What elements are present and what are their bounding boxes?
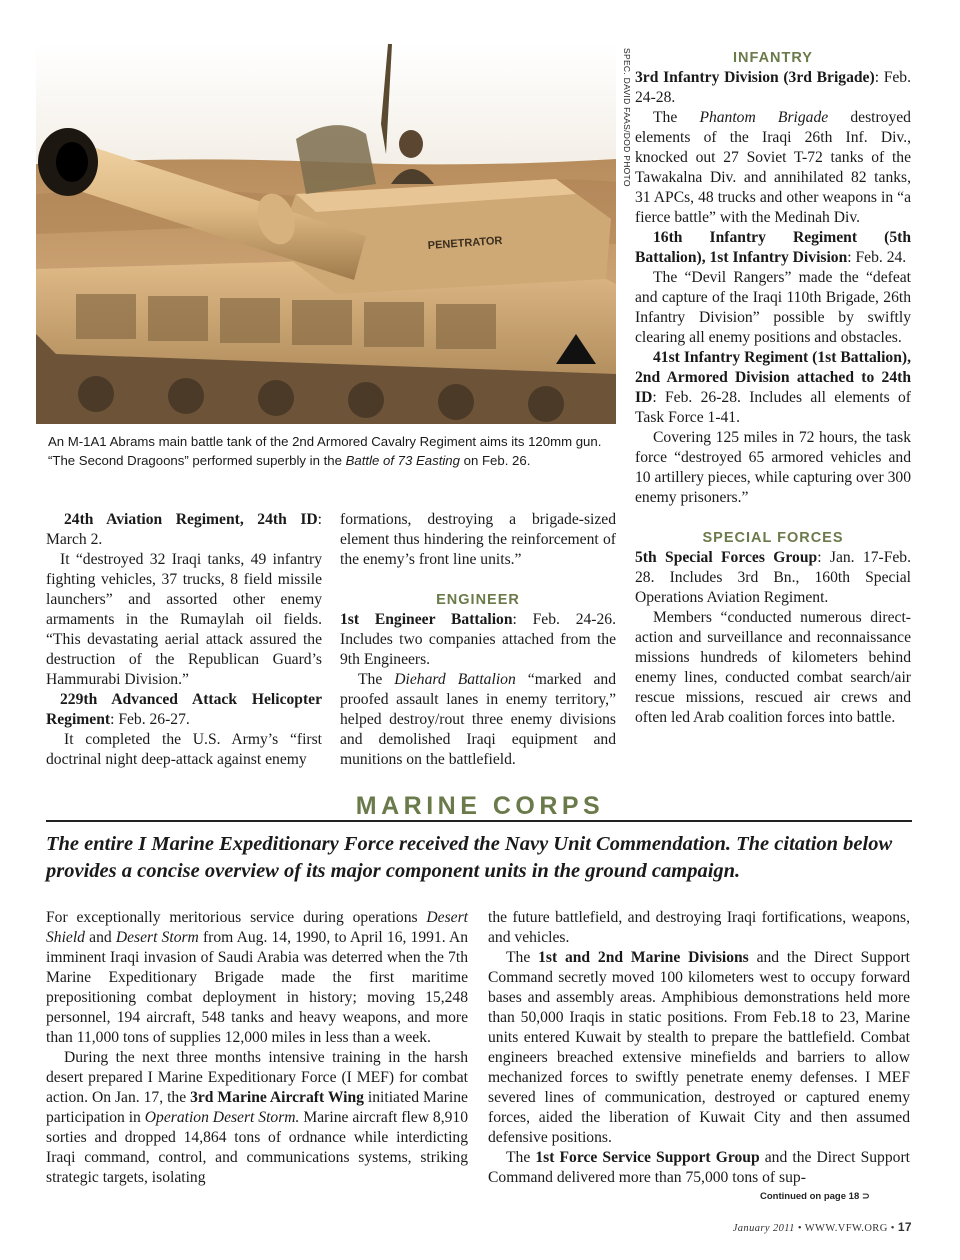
section-rule — [46, 820, 912, 822]
page-footer: January 2011 • WWW.VFW.ORG • 17 — [732, 1220, 912, 1234]
footer-website[interactable]: WWW.VFW.ORG — [804, 1223, 888, 1234]
photo-caption: An M-1A1 Abrams main battle tank of the 2nd Armored Cavalry Regiment aims its 120mm gun. “The Second Dragoons” performed superbly in the Battle of 73 Easting on Feb. 26. — [48, 434, 602, 468]
footer-date: January 2011 — [732, 1223, 795, 1234]
photo-credit: SPEC. DAVID FAAS/DOD PHOTO — [622, 48, 632, 187]
continued-note: Continued on page 18 ⊃ — [760, 1191, 870, 1202]
engineer-heading: ENGINEER — [436, 592, 520, 608]
crew-member — [399, 130, 423, 158]
column-infantry: INFANTRY 3rd Infantry Division (3rd Brigade): Feb. 24-28. The Phantom Brigade destroyed elements of the Iraqi 26th Inf. Div., knocked out 27 Soviet T-72 tanks of the Tawakalna Div. and annihilated 82 tanks, 31 APCs, 48 trucks and other weapons in “a fierce battle” with the Medinah Div. 16th Infantry Regiment (5th Battalion), 1st Infantry Division: Feb. 24. The “Devil Rangers” made the “defeat and capture of the Iraqi 110th Brigade, 26th Infantry Division” possible by swiftly clearing all enemy positions and obstacles. 41st Infantry Regiment (1st Battalion), 2nd Armored Division attached to 24th ID: Feb. 26-28. Includes all elements of Task Force 1-41. Covering 125 miles in 72 hours, the task force “destroyed 65 armored vehicles and 10 artillery pieces, while capturing over 300 enemy prisoners.” SPECIAL FORCES 5th Special Forces Group: Jan. 17-Feb. 28. Includes 3rd Bn., 160th Special Operations Aviation Regiment. Members “conducted numerous direct-action and surveillance and reconnaissance missions hundreds of kilometers behind enemy lines, conducted combat search/air rescue missions, rescued air crews and often led Arab coalition forces into battle. — [635, 50, 912, 726]
infantry-heading: INFANTRY — [733, 50, 813, 66]
marine-corps-title: MARINE CORPS — [355, 792, 605, 820]
marine-right-column: the future battlefield, and destroying Iraqi fortifications, weapons, and vehicles. The 1st and 2nd Marine Divisions and the Direct Support Command secretly moved 100 kilometers west to occupy forward bases and assembly areas. Amphibious demonstrations held more than 50,000 Iraqis in static positions. From Feb.18 to 23, Marine units entered Kuwait by stealth to prepare the battlefield. Combat engineers breached extensive minefields and barriers to allow mechanized forces to swiftly penetrate enemy defenses. I MEF severed lines of communication, destroyed or captured enemy forces, aided the liberation of Kuwait City and then assumed defensive positions. The 1st Force Service Support Group and the Direct Support Command delivered more than 75,000 tons of sup- — [488, 909, 910, 1186]
marine-left-column: For exceptionally meritorious service during operations Desert Shield and Desert Storm from Aug. 14, 1990, to April 16, 1991. An imminent Iraqi invasion of Saudi Arabia was deterred when the 7th Marine Expeditionary Brigade made the first maritime prepositioning combat deployment in history; moving 15,248 personnel, 194 aircraft, 548 tanks and heavy weapons, and more than 11,000 tons of supplies 12,000 miles in less than a week. During the next three months intensive training in the harsh desert prepared I Marine Expeditionary Force (I MEF) for combat action. On Jan. 17, the 3rd Marine Aircraft Wing initiated Marine participation in Operation Desert Storm. Marine aircraft flew 8,910 sorties and dropped 14,864 tons of ordnance while interdicting Iraqi command, control, and communications systems, striking strategic targets, isolating — [46, 909, 469, 1186]
tank-photo — [36, 44, 616, 424]
camo-net — [296, 125, 376, 194]
special-forces-heading: SPECIAL FORCES — [702, 530, 844, 546]
page-number: 17 — [897, 1220, 912, 1234]
column-engineer: formations, destroying a brigade-sized element thus hindering the reinforcement of the enemy’s front line units.” ENGINEER 1st Engineer Battalion: Feb. 24-26. Includes two companies attached from the 9th Engineers. The Diehard Battalion “marked and proofed assault lanes in enemy territory,” helped destroy/rout three enemy divisions and demolished Iraqi equipment and munitions on the battlefield. — [340, 511, 616, 768]
marine-intro: The entire I Marine Expeditionary Force received the Navy Unit Commendation. The citation below provides a concise overview of its major component units in the ground campaign. — [46, 833, 893, 882]
tank-illustration — [36, 44, 616, 424]
column-aviation: 24th Aviation Regiment, 24th ID: March 2. It “destroyed 32 Iraqi tanks, 49 infantry fighting vehicles, 37 trucks, 8 field missile launchers” and assorted other enemy armaments in the Rumaylah oil fields. “This devastating aerial attack assured the destruction of the Republican Guard’s Hammurabi Division.” 229th Advanced Attack Helicopter Regiment: Feb. 26-27. It completed the U.S. Army’s “first doctrinal night deep-attack against enemy — [46, 511, 322, 768]
tank-name-marking: PENETRATOR — [427, 234, 503, 252]
